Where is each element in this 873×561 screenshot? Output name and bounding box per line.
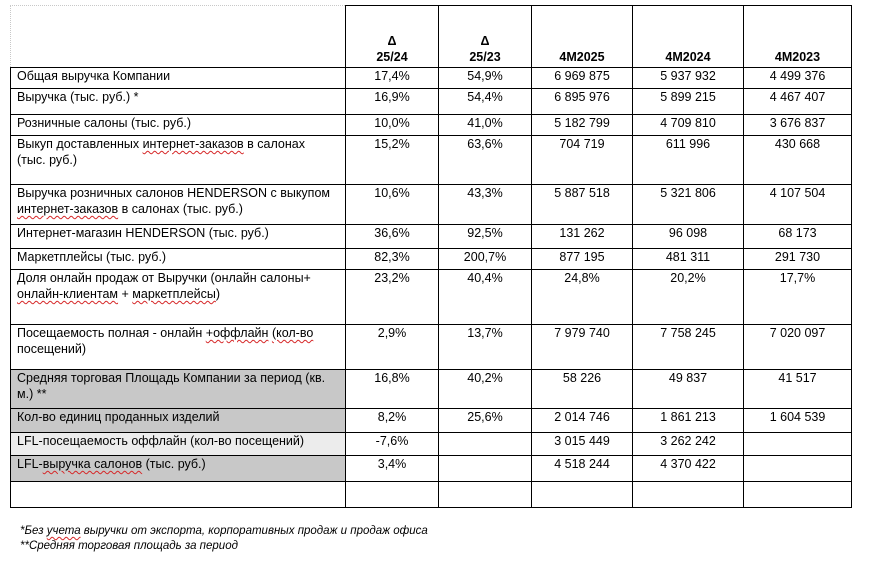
value-cell-y3[interactable]: 291 730 — [744, 249, 852, 270]
spellcheck-word: учета — [46, 525, 81, 537]
empty-cell[interactable] — [532, 482, 633, 508]
value-cell-y3[interactable]: 4 499 376 — [744, 68, 852, 89]
value-cell-d1[interactable]: 10,0% — [346, 115, 439, 136]
row-label-cell[interactable] — [11, 370, 346, 409]
value-cell-y2[interactable]: 49 837 — [633, 370, 744, 409]
value-cell-y3[interactable]: 430 668 — [744, 136, 852, 185]
label-text: Доля онлайн продаж от Выручки (онлайн салоны+ — [17, 271, 311, 285]
header-d2-label: 25/23 — [469, 50, 501, 64]
label-text: LFL- — [17, 457, 43, 471]
table-row — [11, 325, 852, 370]
row-label-cell[interactable] — [11, 325, 346, 370]
label-text: в салонах (тыс. руб.) — [17, 137, 305, 167]
label-text: ) — [215, 287, 221, 301]
value-cell-d1[interactable]: -7,6% — [346, 433, 439, 456]
table-row — [11, 409, 852, 433]
value-cell-d1[interactable]: 16,8% — [346, 370, 439, 409]
header-4m2024[interactable]: 4M2024 — [633, 6, 744, 68]
row-label-cell[interactable] — [11, 433, 346, 456]
value-cell-y2[interactable]: 5 321 806 — [633, 185, 744, 225]
table-row — [11, 370, 852, 409]
delta-symbol: Δ — [480, 34, 490, 48]
value-cell-y1[interactable]: 6 969 875 — [532, 68, 633, 89]
header-delta-25-24[interactable] — [346, 6, 439, 68]
value-cell-y2[interactable]: 5 937 932 — [633, 68, 744, 89]
row-label-cell[interactable] — [11, 409, 346, 433]
spellcheck-word: +оффлайн — [205, 326, 269, 340]
value-cell-y2[interactable]: 96 098 — [633, 225, 744, 249]
value-cell-y1[interactable]: 131 262 — [532, 225, 633, 249]
label-text: Маркетплейсы (тыс. руб.) — [17, 250, 167, 264]
header-delta-25-23[interactable] — [439, 6, 532, 68]
value-cell-y2[interactable]: 7 758 245 — [633, 325, 744, 370]
label-text: *Без — [20, 525, 47, 537]
header-row — [11, 6, 852, 68]
value-cell-d1[interactable]: 82,3% — [346, 249, 439, 270]
header-d1-label: 25/24 — [376, 50, 408, 64]
value-cell-y2[interactable]: 4 709 810 — [633, 115, 744, 136]
empty-corner-cell[interactable] — [11, 6, 346, 68]
value-cell-y2[interactable]: 5 899 215 — [633, 89, 744, 115]
value-cell-y3[interactable]: 4 467 407 — [744, 89, 852, 115]
value-cell-d1[interactable]: 36,6% — [346, 225, 439, 249]
value-cell-y3[interactable]: 1 604 539 — [744, 409, 852, 433]
table-row — [11, 185, 852, 225]
value-cell-y2[interactable]: 611 996 — [633, 136, 744, 185]
value-cell-y1[interactable]: 58 226 — [532, 370, 633, 409]
value-cell-y3[interactable]: 41 517 — [744, 370, 852, 409]
label-text: выручки от экспорта, корпоративных продаж и продаж офиса — [80, 525, 428, 537]
spreadsheet — [10, 5, 852, 508]
value-cell-d2[interactable]: 63,6% — [439, 136, 532, 185]
table-row — [11, 270, 852, 325]
spellcheck-word: выручка салонов — [42, 457, 143, 471]
value-cell-d1[interactable]: 8,2% — [346, 409, 439, 433]
empty-cell[interactable] — [439, 482, 532, 508]
spellcheck-word: интернет-заказов — [142, 137, 244, 151]
value-cell-y3[interactable]: 68 173 — [744, 225, 852, 249]
label-text: + — [118, 287, 133, 301]
value-cell-y1[interactable]: 3 015 449 — [532, 433, 633, 456]
header-4m2023[interactable]: 4M2023 — [744, 6, 852, 68]
row-label-cell[interactable] — [11, 225, 346, 249]
value-cell-d1[interactable]: 17,4% — [346, 68, 439, 89]
value-cell-y2[interactable]: 1 861 213 — [633, 409, 744, 433]
label-text: Интернет-магазин HENDERSON (тыс. руб.) — [17, 226, 269, 240]
value-cell-y2[interactable]: 20,2% — [633, 270, 744, 325]
spellcheck-word: маркетплейсы — [132, 287, 216, 301]
empty-cell[interactable] — [346, 482, 439, 508]
row-label-cell[interactable] — [11, 115, 346, 136]
value-cell-d2[interactable]: 43,3% — [439, 185, 532, 225]
row-label-cell[interactable] — [11, 456, 346, 482]
value-cell-y3[interactable] — [744, 433, 852, 456]
value-cell-y1[interactable]: 24,8% — [532, 270, 633, 325]
value-cell-d1[interactable]: 16,9% — [346, 89, 439, 115]
empty-cell[interactable] — [744, 482, 852, 508]
footnote-1 — [20, 524, 428, 539]
row-label-cell[interactable] — [11, 89, 346, 115]
value-cell-d1[interactable]: 3,4% — [346, 456, 439, 482]
spellcheck-word: онлайн-клиентам — [17, 287, 119, 301]
footnote-2: **Средняя торговая площадь за период — [20, 540, 238, 552]
label-text: Посещаемость полная - онлайн — [17, 326, 206, 340]
value-cell-y3[interactable]: 17,7% — [744, 270, 852, 325]
delta-symbol: Δ — [387, 34, 397, 48]
value-cell-y1[interactable]: 6 895 976 — [532, 89, 633, 115]
row-label-cell[interactable] — [11, 249, 346, 270]
empty-cell[interactable] — [633, 482, 744, 508]
value-cell-d2[interactable]: 40,2% — [439, 370, 532, 409]
label-text: Выручка розничных салонов HENDERSON с выкупом — [17, 186, 330, 200]
value-cell-d2[interactable]: 54,9% — [439, 68, 532, 89]
row-label-cell[interactable] — [11, 270, 346, 325]
value-cell-d2[interactable] — [439, 433, 532, 456]
table-row — [11, 115, 852, 136]
label-text: Розничные салоны (тыс. руб.) — [17, 116, 192, 130]
table-row — [11, 433, 852, 456]
value-cell-y3[interactable]: 3 676 837 — [744, 115, 852, 136]
table-row — [11, 249, 852, 270]
value-cell-y2[interactable]: 3 262 242 — [633, 433, 744, 456]
table-row — [11, 456, 852, 482]
value-cell-d1[interactable]: 10,6% — [346, 185, 439, 225]
label-text: Средняя торговая Площадь Компании за период (кв. м.) ** — [17, 371, 326, 401]
label-text: Выкуп доставленных — [17, 137, 143, 151]
label-text: Кол-во единиц проданных изделий — [17, 410, 220, 424]
value-cell-d2[interactable]: 25,6% — [439, 409, 532, 433]
value-cell-y3[interactable]: 7 020 097 — [744, 325, 852, 370]
row-label-cell[interactable] — [11, 68, 346, 89]
value-cell-d2[interactable]: 200,7% — [439, 249, 532, 270]
table-row — [11, 225, 852, 249]
value-cell-d2[interactable]: 40,4% — [439, 270, 532, 325]
value-cell-y1[interactable]: 5 182 799 — [532, 115, 633, 136]
row-label-cell[interactable] — [11, 136, 346, 185]
value-cell-y1[interactable]: 877 195 — [532, 249, 633, 270]
label-text: LFL-посещаемость оффлайн (кол-во посещений) — [17, 434, 305, 448]
value-cell-y3[interactable] — [744, 456, 852, 482]
header-4m2025[interactable]: 4M2025 — [532, 6, 633, 68]
label-text: Выручка (тыс. руб.) * — [17, 90, 139, 104]
value-cell-y1[interactable]: 2 014 746 — [532, 409, 633, 433]
table-row — [11, 68, 852, 89]
value-cell-d1[interactable]: 15,2% — [346, 136, 439, 185]
label-text: в салонах (тыс. руб.) — [118, 202, 243, 216]
label-text: Общая выручка Компании — [17, 69, 171, 83]
value-cell-d2[interactable] — [439, 456, 532, 482]
spellcheck-word: интернет-заказов — [17, 202, 119, 216]
value-cell-d1[interactable]: 2,9% — [346, 325, 439, 370]
value-cell-d1[interactable]: 23,2% — [346, 270, 439, 325]
kpi-table — [10, 5, 852, 508]
footnotes — [20, 524, 428, 554]
value-cell-y1[interactable]: 7 979 740 — [532, 325, 633, 370]
value-cell-y2[interactable]: 4 370 422 — [633, 456, 744, 482]
table-row — [11, 89, 852, 115]
value-cell-y1[interactable]: 5 887 518 — [532, 185, 633, 225]
value-cell-d2[interactable]: 41,0% — [439, 115, 532, 136]
value-cell-y1[interactable]: 4 518 244 — [532, 456, 633, 482]
value-cell-d2[interactable]: 92,5% — [439, 225, 532, 249]
empty-row — [11, 482, 852, 508]
label-text: посещений) — [17, 342, 87, 356]
label-text: (тыс. руб.) — [142, 457, 206, 471]
spellcheck-word: (кол-во — [271, 326, 314, 340]
value-cell-d2[interactable]: 54,4% — [439, 89, 532, 115]
value-cell-d2[interactable]: 13,7% — [439, 325, 532, 370]
row-label-cell[interactable] — [11, 185, 346, 225]
value-cell-y1[interactable]: 704 719 — [532, 136, 633, 185]
empty-cell[interactable] — [11, 482, 346, 508]
value-cell-y2[interactable]: 481 311 — [633, 249, 744, 270]
value-cell-y3[interactable]: 4 107 504 — [744, 185, 852, 225]
table-row — [11, 136, 852, 185]
